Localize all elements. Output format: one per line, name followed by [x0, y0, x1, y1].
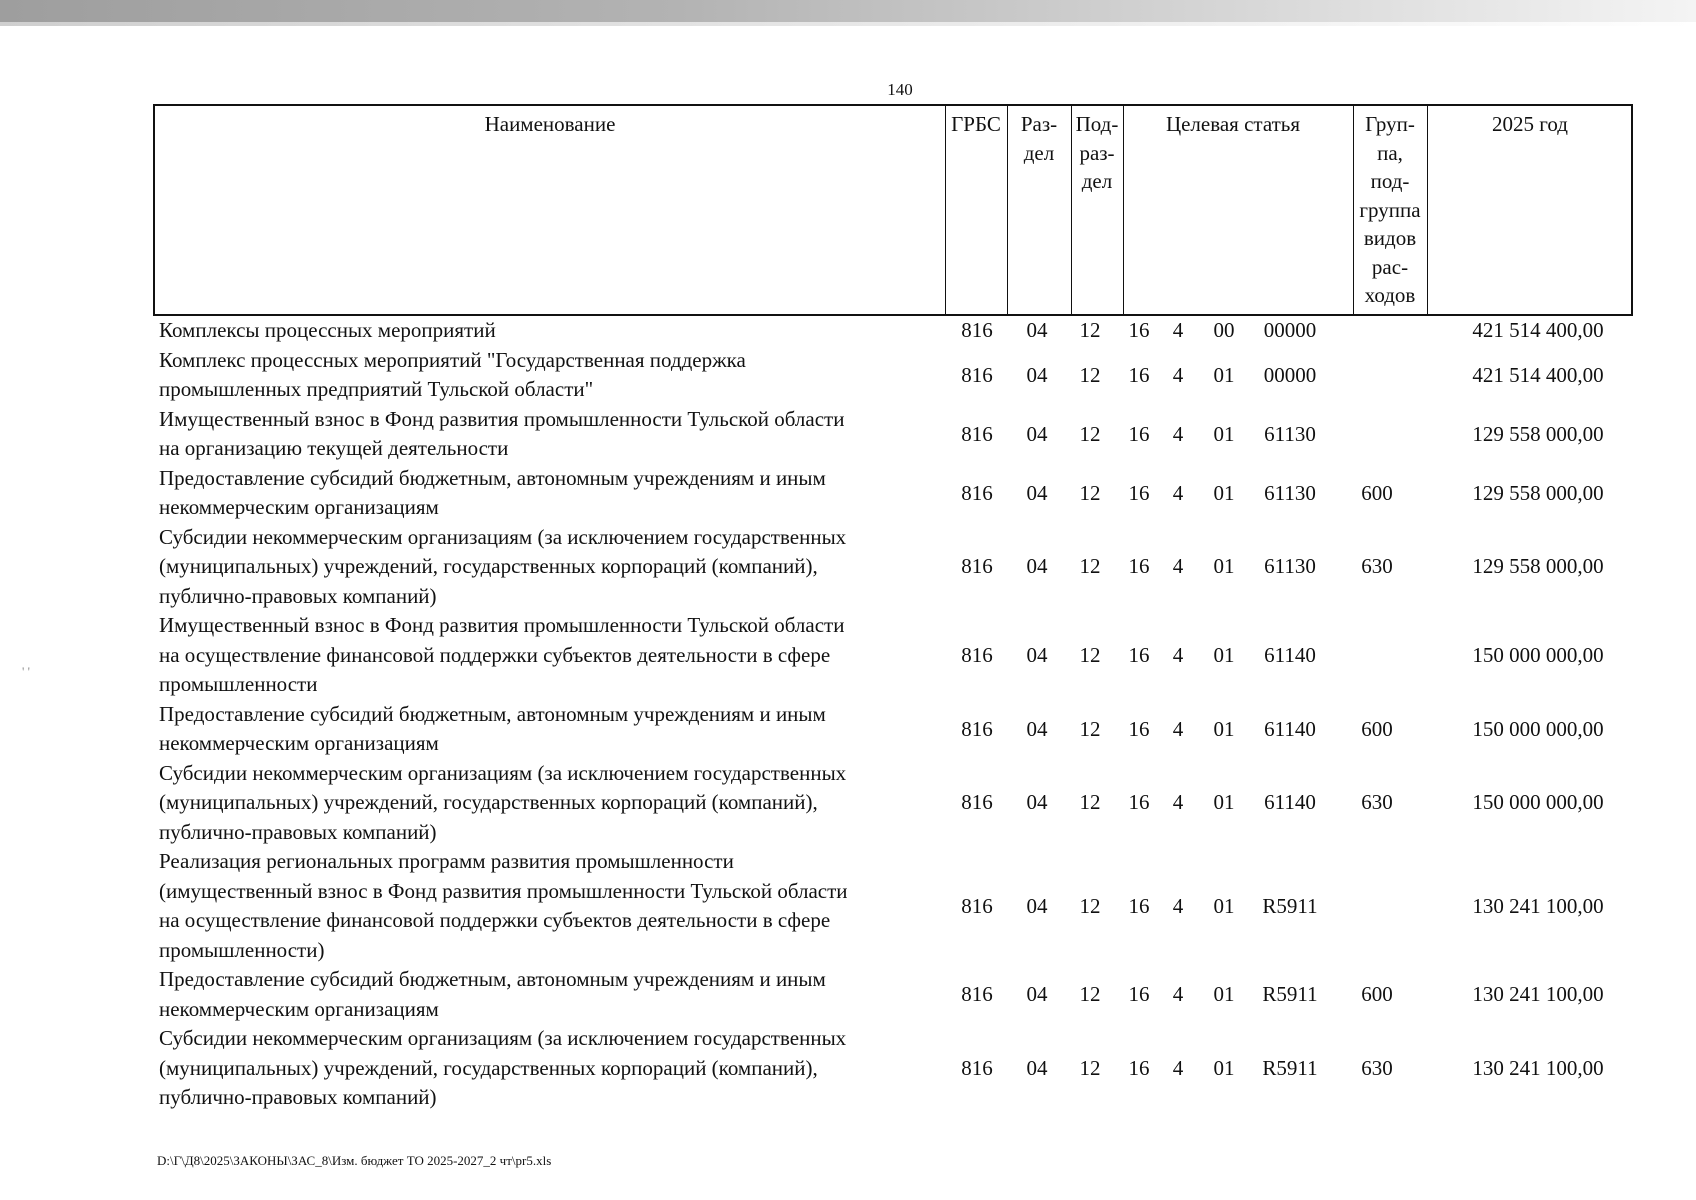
row-expense-group: 600	[1361, 480, 1393, 505]
row-name-line: Предоставление субсидий бюджетным, автономным учреждениям и иным	[159, 465, 826, 490]
header-name: Наименование	[484, 112, 616, 136]
file-path-footer: D:\Г\Д8\2025\ЗАКОНЫ\ЗАС_8\Изм. бюджет ТО 2025-2027_2 чт\pr5.xls	[157, 1153, 552, 1168]
table-body	[153, 316, 1633, 1113]
row-target-direction: 00000	[1263, 362, 1317, 387]
row-name-line: промышленности)	[159, 937, 325, 962]
row-target-program: 16	[1128, 554, 1150, 579]
row-name	[153, 405, 943, 464]
header-razdel-line: Раз-	[1020, 112, 1058, 136]
row-name-line: некоммерческим организациям	[159, 996, 439, 1021]
row-target-type: 4	[1172, 716, 1184, 741]
row-podrazdel: 12	[1079, 480, 1101, 505]
row-target-direction: R5911	[1262, 1055, 1318, 1080]
row-name-line: (муниципальных) учреждений, государственных корпораций (компаний),	[159, 790, 818, 814]
row-grbs: 816	[961, 362, 993, 387]
row-target-type: 4	[1172, 362, 1184, 387]
header-group-line: ходов	[1364, 283, 1416, 307]
row-grbs: 816	[961, 554, 993, 579]
header-group-line: под-	[1370, 169, 1410, 193]
row-amount: 130 241 100,00	[1472, 982, 1604, 1006]
header-razdel-line: дел	[1023, 140, 1055, 165]
row-podrazdel: 12	[1079, 318, 1101, 343]
row-name-line: (имущественный взнос в Фонд развития промышленности Тульской области	[159, 878, 848, 903]
row-target-program: 16	[1128, 318, 1150, 343]
row-name	[153, 759, 943, 848]
row-name	[153, 346, 943, 405]
row-target-program: 16	[1128, 362, 1150, 387]
row-podrazdel: 12	[1079, 1055, 1101, 1080]
header-grbs: ГРБС	[951, 112, 1001, 136]
header-podrazdel-line: раз-	[1079, 140, 1115, 165]
header-podrazdel-line: дел	[1081, 169, 1113, 193]
row-target-element: 01	[1213, 893, 1235, 918]
row-target-element: 01	[1213, 1055, 1235, 1080]
row-grbs: 816	[961, 421, 993, 446]
row-name-line: промышленных предприятий Тульской области"	[159, 377, 594, 401]
row-name	[153, 464, 943, 523]
row-podrazdel: 12	[1079, 790, 1101, 815]
row-amount: 150 000 000,00	[1472, 790, 1604, 815]
header-podrazdel	[1071, 106, 1123, 314]
row-podrazdel: 12	[1079, 716, 1101, 741]
row-target-type: 4	[1172, 893, 1184, 918]
row-razdel: 04	[1026, 318, 1048, 343]
row-target-type: 4	[1172, 982, 1184, 1006]
row-podrazdel: 12	[1079, 982, 1101, 1006]
row-target-type: 4	[1172, 554, 1184, 579]
row-grbs: 816	[961, 982, 993, 1006]
row-target-type: 4	[1172, 318, 1184, 343]
row-podrazdel: 12	[1079, 642, 1101, 667]
row-expense-group: 630	[1361, 554, 1393, 579]
row-target-type: 4	[1172, 790, 1184, 815]
row-target-element: 01	[1213, 790, 1235, 815]
row-target-element: 01	[1213, 362, 1235, 387]
row-target-element: 00	[1213, 318, 1235, 343]
row-razdel: 04	[1026, 642, 1048, 667]
row-razdel: 04	[1026, 421, 1048, 446]
row-target-program: 16	[1128, 480, 1150, 505]
row-name	[153, 611, 943, 700]
row-target-program: 16	[1128, 790, 1150, 815]
row-amount: 150 000 000,00	[1472, 716, 1604, 741]
row-name-line: (муниципальных) учреждений, государственных корпораций (компаний),	[159, 554, 818, 578]
row-razdel: 04	[1026, 1055, 1048, 1080]
row-target-program: 16	[1128, 1055, 1150, 1080]
page-number: 140	[887, 80, 913, 99]
row-target-program: 16	[1128, 982, 1150, 1006]
header-year: 2025 год	[1492, 112, 1568, 136]
row-podrazdel: 12	[1079, 421, 1101, 446]
row-name-line: Комплекс процессных мероприятий "Государственная поддержка	[159, 347, 746, 372]
row-grbs: 816	[961, 480, 993, 505]
row-name-line: на осуществление финансовой поддержки субъектов деятельности в сфере	[159, 908, 831, 932]
row-name	[153, 1024, 943, 1113]
table-row	[153, 523, 1633, 612]
row-target-element: 01	[1213, 982, 1235, 1006]
row-podrazdel: 12	[1079, 893, 1101, 918]
header-group	[1353, 106, 1427, 314]
row-target-direction: R5911	[1262, 982, 1318, 1006]
row-razdel: 04	[1026, 716, 1048, 741]
row-name	[153, 700, 943, 759]
row-razdel: 04	[1026, 982, 1048, 1006]
row-amount: 130 241 100,00	[1472, 893, 1604, 918]
table-row	[153, 464, 1633, 523]
row-name-line: Предоставление субсидий бюджетным, автономным учреждениям и иным	[159, 701, 826, 726]
row-name	[153, 847, 943, 965]
header-group-line: группа	[1359, 197, 1421, 222]
row-name-line: Субсидии некоммерческим организациям (за исключением государственных	[159, 1026, 847, 1050]
row-amount: 129 558 000,00	[1472, 421, 1604, 446]
header-group-line: па,	[1377, 140, 1403, 165]
row-target-element: 01	[1213, 642, 1235, 667]
row-name-line: Предоставление субсидий бюджетным, автономным учреждениям и иным	[159, 967, 826, 991]
row-name-line: публично-правовых компаний)	[159, 819, 437, 844]
row-target-direction: 00000	[1263, 318, 1317, 343]
row-name-line: некоммерческим организациям	[159, 731, 439, 755]
table-row	[153, 611, 1633, 700]
row-grbs: 816	[961, 642, 993, 667]
row-razdel: 04	[1026, 790, 1048, 815]
row-target-type: 4	[1172, 421, 1184, 446]
row-grbs: 816	[961, 318, 993, 343]
row-target-program: 16	[1128, 893, 1150, 918]
header-group-line: рас-	[1371, 254, 1409, 279]
row-target-program: 16	[1128, 716, 1150, 741]
table-row	[153, 346, 1633, 405]
row-name-line: Реализация региональных программ развития промышленности	[159, 849, 734, 873]
row-name-line: Субсидии некоммерческим организациям (за исключением государственных	[159, 760, 847, 785]
row-expense-group: 630	[1361, 790, 1393, 815]
row-name-line: Субсидии некоммерческим организациям (за исключением государственных	[159, 524, 847, 549]
row-target-direction: 61140	[1264, 790, 1316, 815]
row-name-line: публично-правовых компаний)	[159, 1085, 437, 1109]
table-row	[153, 965, 1633, 1024]
row-target-element: 01	[1213, 480, 1235, 505]
row-name	[153, 965, 943, 1024]
row-grbs: 816	[961, 1055, 993, 1080]
row-razdel: 04	[1026, 554, 1048, 579]
row-name-line: Имущественный взнос в Фонд развития промышленности Тульской области	[159, 406, 845, 431]
row-amount: 421 514 400,00	[1472, 362, 1604, 387]
row-expense-group: 600	[1361, 982, 1393, 1006]
header-podrazdel-line: Под-	[1075, 112, 1119, 136]
row-name-line: на осуществление финансовой поддержки субъектов деятельности в сфере	[159, 642, 831, 667]
row-podrazdel: 12	[1079, 554, 1101, 579]
row-name-line: некоммерческим организациям	[159, 495, 439, 519]
table-row	[153, 1024, 1633, 1113]
row-target-program: 16	[1128, 642, 1150, 667]
row-target-element: 01	[1213, 716, 1235, 741]
table-row	[153, 700, 1633, 759]
row-target-direction: 61140	[1264, 642, 1316, 667]
header-group-line: видов	[1363, 226, 1417, 250]
row-target-direction: R5911	[1262, 893, 1318, 918]
header-razdel	[1007, 106, 1071, 314]
row-name-line: промышленности	[159, 672, 318, 696]
row-target-type: 4	[1172, 480, 1184, 505]
row-grbs: 816	[961, 716, 993, 741]
row-name	[153, 523, 943, 612]
row-target-direction: 61140	[1264, 716, 1316, 741]
row-target-direction: 61130	[1264, 480, 1316, 505]
row-amount: 421 514 400,00	[1472, 318, 1604, 343]
table-row	[153, 316, 1633, 346]
table-row	[153, 405, 1633, 464]
row-razdel: 04	[1026, 893, 1048, 918]
row-expense-group: 630	[1361, 1055, 1393, 1080]
row-amount: 129 558 000,00	[1472, 480, 1604, 505]
row-target-type: 4	[1172, 642, 1184, 667]
row-name-line: публично-правовых компаний)	[159, 583, 437, 608]
row-target-element: 01	[1213, 554, 1235, 579]
row-razdel: 04	[1026, 362, 1048, 387]
row-name-line: (муниципальных) учреждений, государственных корпораций (компаний),	[159, 1055, 818, 1080]
row-amount: 130 241 100,00	[1472, 1055, 1604, 1080]
row-podrazdel: 12	[1079, 362, 1101, 387]
header-target: Целевая статья	[1165, 112, 1301, 136]
row-grbs: 816	[961, 893, 993, 918]
table-row	[153, 847, 1633, 965]
row-name-line: Комплексы процессных мероприятий	[159, 318, 496, 342]
row-amount: 150 000 000,00	[1472, 642, 1604, 667]
row-target-type: 4	[1172, 1055, 1184, 1080]
row-name-line: на организацию текущей деятельности	[159, 436, 509, 460]
row-amount: 129 558 000,00	[1472, 554, 1604, 579]
row-grbs: 816	[961, 790, 993, 815]
row-razdel: 04	[1026, 480, 1048, 505]
table-header	[153, 104, 1633, 316]
margin-mark: ' '	[22, 664, 30, 679]
row-target-direction: 61130	[1264, 421, 1316, 446]
scan-edge-band	[0, 0, 1696, 22]
row-name	[153, 316, 943, 346]
header-group-line: Груп-	[1365, 112, 1415, 136]
row-name-line: Имущественный взнос в Фонд развития промышленности Тульской области	[159, 613, 845, 637]
row-target-element: 01	[1213, 421, 1235, 446]
table-row	[153, 759, 1633, 848]
row-target-direction: 61130	[1264, 554, 1316, 579]
row-target-program: 16	[1128, 421, 1150, 446]
row-expense-group: 600	[1361, 716, 1393, 741]
